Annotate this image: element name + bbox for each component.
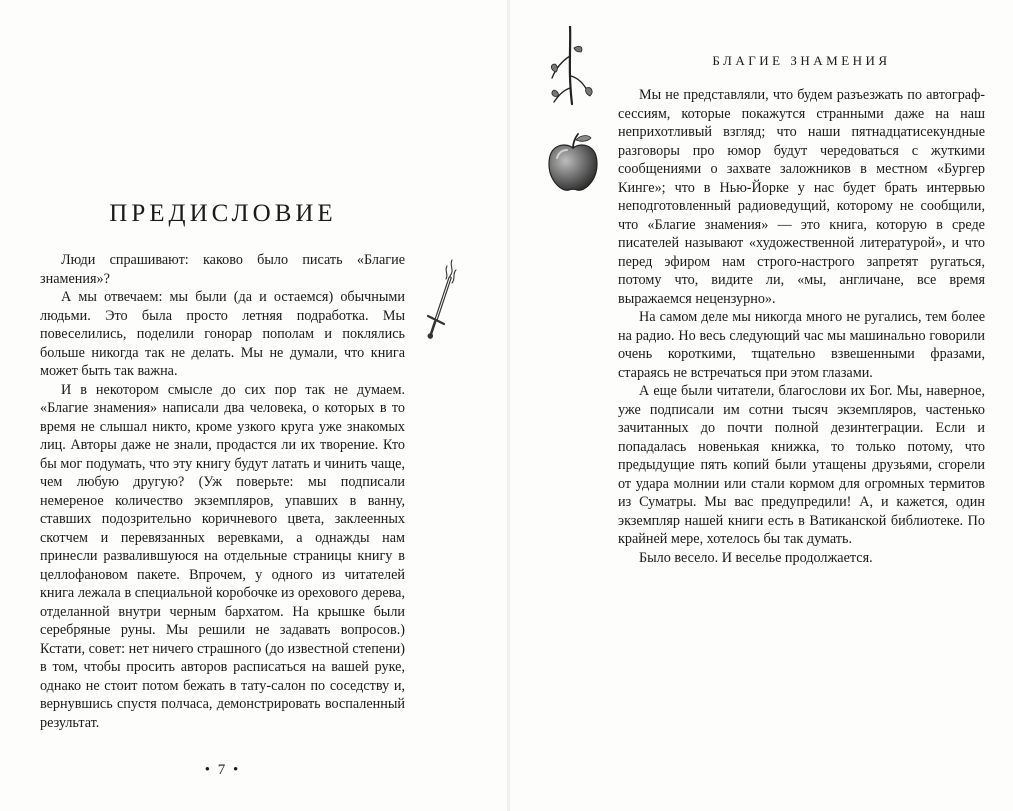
page-number: • 7 • (204, 762, 241, 778)
paragraph: И в некотором смысле до сих пор так не думаем. «Благие знамения» написали два человека, о которых в то время не слышал никто, кроме узкого круга уже знакомых лиц. Авторы даже не знали, продастся ли их творение. Кто бы мог подумать, что эту книгу будут латать и чинить чаще, чем любую другую? (Уж поверьте: мы подписали немереное количество экземпляров, упавших в ванну, ставших подозрительно коричневого цвета, заклеенных скотчем и перевязанных веревками, а однажды нам принесли развалившуюся на отдельные страницы книгу в целлофановом пакете. Впрочем, у одного из читателей книга лежала в специальной коробочке из орехового дерева, отделанной внутри черным бархатом. На крышке были серебряные руны. Мы решили не задавать вопросов.) Кстати, совет: нет ничего страшного (до известной степени) в том, чтобы просить авторов расписаться на вашей руке, однако не стоит потом бежать в тату-салон по соседству и, вернувшись спустя полчаса, демонстрировать воспаленный результат. (40, 381, 405, 731)
flaming-sword-icon (422, 256, 462, 344)
right-page-body (618, 86, 985, 567)
paragraph: На самом деле мы никогда много не ругались, тем более на радио. Но весь следующий час мы машинально говорили очень короткими, тщательно взвешенными фразами, стараясь не встречаться при этом глазами. (618, 309, 985, 381)
running-head: БЛАГИЕ ЗНАМЕНИЯ (712, 53, 891, 68)
book-gutter (507, 0, 510, 811)
paragraph: А еще были читатели, благослови их Бог. Мы, наверное, уже подписали им сотни тысяч экземпляров, частенько зачитанных до почти полной дезинтеграции. Если и попадалась новенькая книжка, то только потому, что предыдущие пять копий были утащены друзьями, сгорели от удара молнии или стали кормом для огромных термитов из Суматры. Мы вас предупредили! А, и кажется, один экземпляр нашей книги есть в Ватиканской библиотеке. По крайней мере, хотелось бы так думать. (618, 383, 985, 547)
left-page-body (40, 251, 405, 732)
tree-branch-icon (548, 26, 598, 106)
chapter-title: ПРЕДИСЛОВИЕ (109, 200, 337, 227)
paragraph: Было весело. И веселье продолжается. (639, 549, 873, 566)
apple-icon (545, 132, 601, 194)
paragraph: Мы не представляли, что будем разъезжать по автограф-сессиям, которые покажутся странными даже на наш неприхотливый взгляд; что наши пятнадцатисекундные разговоры про юмор будут чередоваться с жуткими сообщениями о захвате заложников в местном «Бургер Кинге»; что в Нью-Йорке у нас будет брать интервью неподготовленный радиоведущий, которому не сообщили, что «Благие знамения» — это книга, которую в среде писателей называют «художественной литературой», и что перед эфиром нам строго-настрого запретят ругаться, потому что, видите ли, «мы, англичане, все время выражаемся нецензурно». (618, 87, 985, 307)
paragraph: А мы отвечаем: мы были (да и остаемся) обычными людьми. Это была просто летняя подработка. Мы повеселились, поделили гонорар пополам и поклялись больше никогда так не делать. Мы не думали, что книга может быть так важна. (40, 289, 405, 379)
paragraph: Люди спрашивают: каково было писать «Благие знамения»? (40, 252, 405, 287)
